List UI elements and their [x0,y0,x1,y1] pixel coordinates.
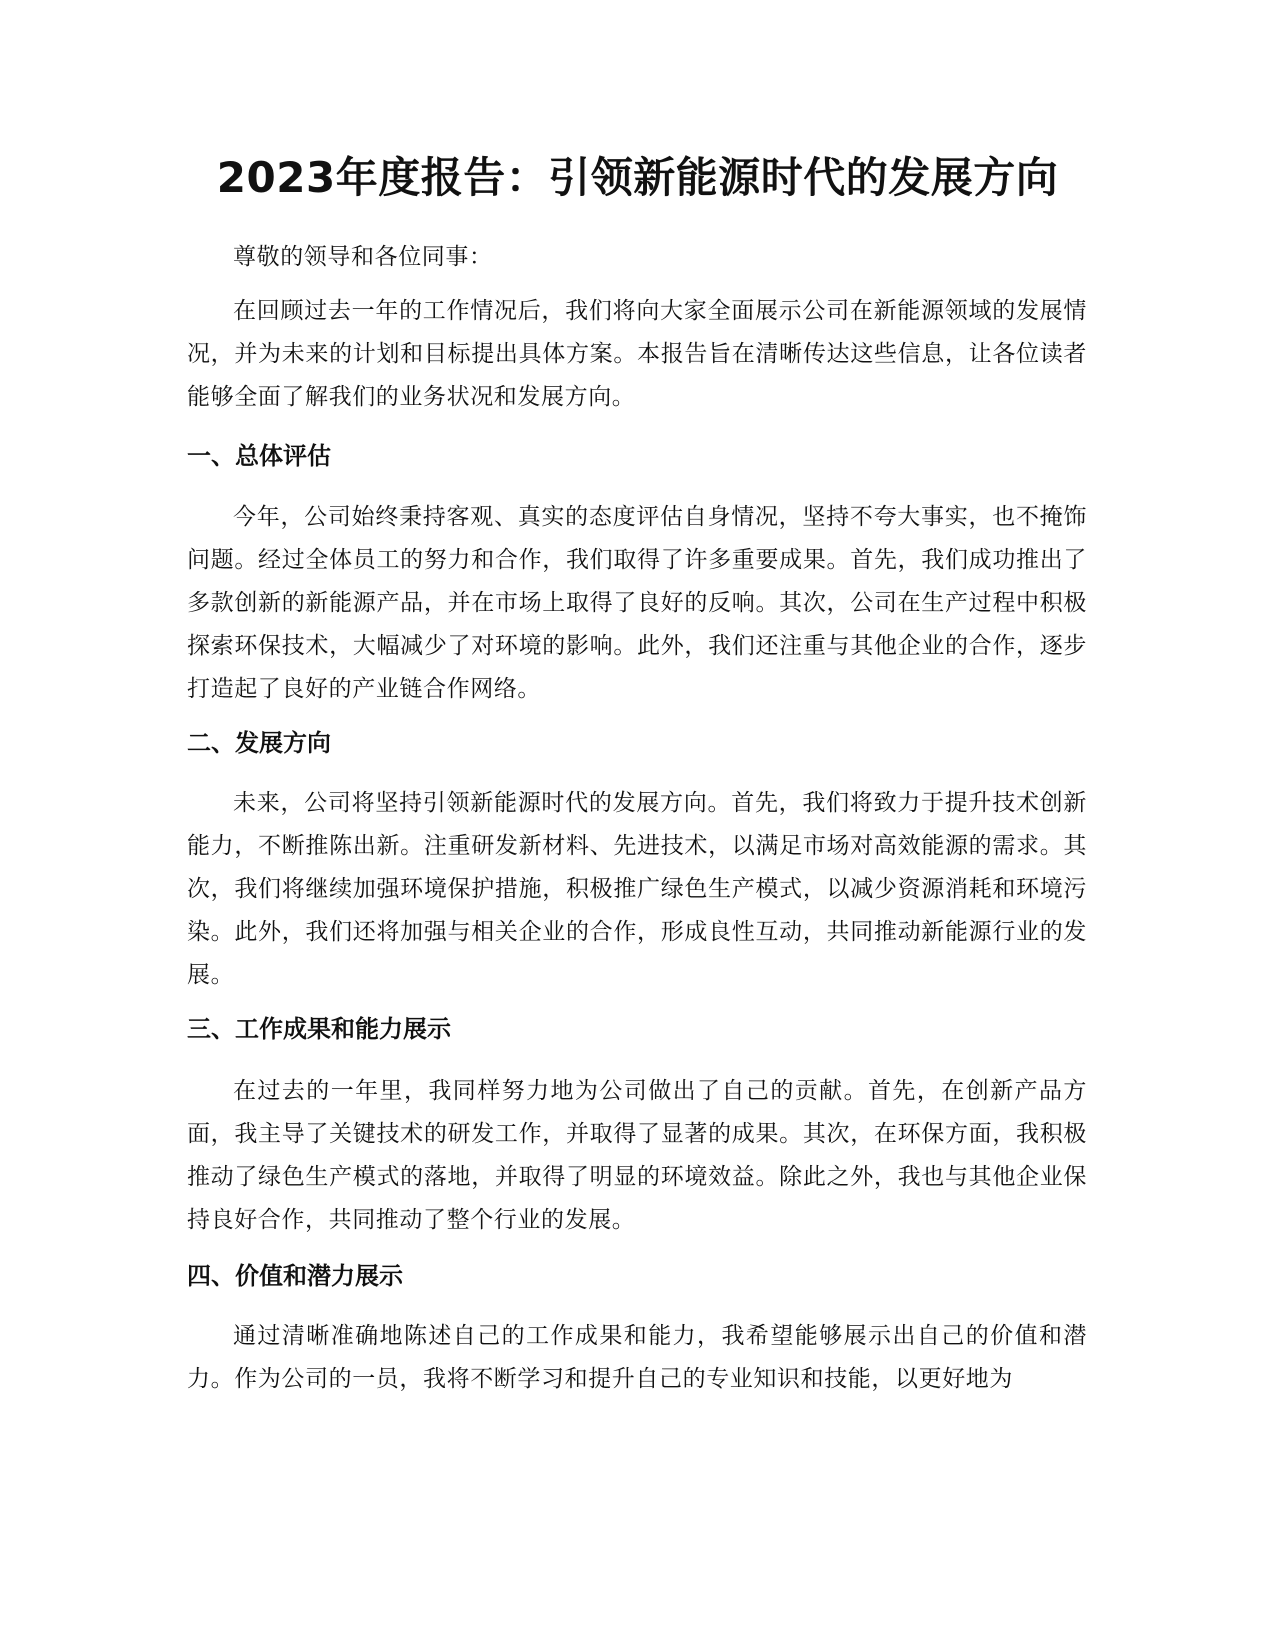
section-body-overall-assessment: 今年，公司始终秉持客观、真实的态度评估自身情况，坚持不夸大事实，也不掩饰问题。经过全体员工的努力和合作，我们取得了许多重要成果。首先，我们成功推出了多款创新的新能源产品，并在市场上取得了良好的反响。其次，公司在生产过程中积极探索环保技术，大幅减少了对环境的影响。此外，我们还注重与其他企业的合作，逐步打造起了良好的产业链合作网络。 [187,504,1087,702]
section-heading-value-potential: 四、价值和潜力展示 [187,1262,403,1290]
section-heading-overall-assessment: 一、总体评估 [187,442,331,470]
section-body-development-direction: 未来，公司将坚持引领新能源时代的发展方向。首先，我们将致力于提升技术创新能力，不断推陈出新。注重研发新材料、先进技术，以满足市场对高效能源的需求。其次，我们将继续加强环境保护措施，积极推广绿色生产模式，以减少资源消耗和环境污染。此外，我们还将加强与相关企业的合作，形成良性互动，共同推动新能源行业的发展。 [187,790,1087,988]
document-title: 2023年度报告：引领新能源时代的发展方向 [216,153,1059,202]
section-heading-development-direction: 二、发展方向 [187,729,331,757]
greeting: 尊敬的领导和各位同事： [233,244,493,270]
section-body-achievements: 在过去的一年里，我同样努力地为公司做出了自己的贡献。首先，在创新产品方面，我主导了关键技术的研发工作，并取得了显著的成果。其次，在环保方面，我积极推动了绿色生产模式的落地，并取得了明显的环境效益。除此之外，我也与其他企业保持良好合作，共同推动了整个行业的发展。 [187,1078,1087,1233]
section-heading-achievements: 三、工作成果和能力展示 [187,1015,451,1043]
section-body-value-potential: 通过清晰准确地陈述自己的工作成果和能力，我希望能够展示出自己的价值和潜力。作为公司的一员，我将不断学习和提升自己的专业知识和技能，以更好地为 [187,1323,1087,1392]
intro-paragraph: 在回顾过去一年的工作情况后，我们将向大家全面展示公司在新能源领域的发展情况，并为未来的计划和目标提出具体方案。本报告旨在清晰传达这些信息，让各位读者能够全面了解我们的业务状况和发展方向。 [187,298,1087,410]
